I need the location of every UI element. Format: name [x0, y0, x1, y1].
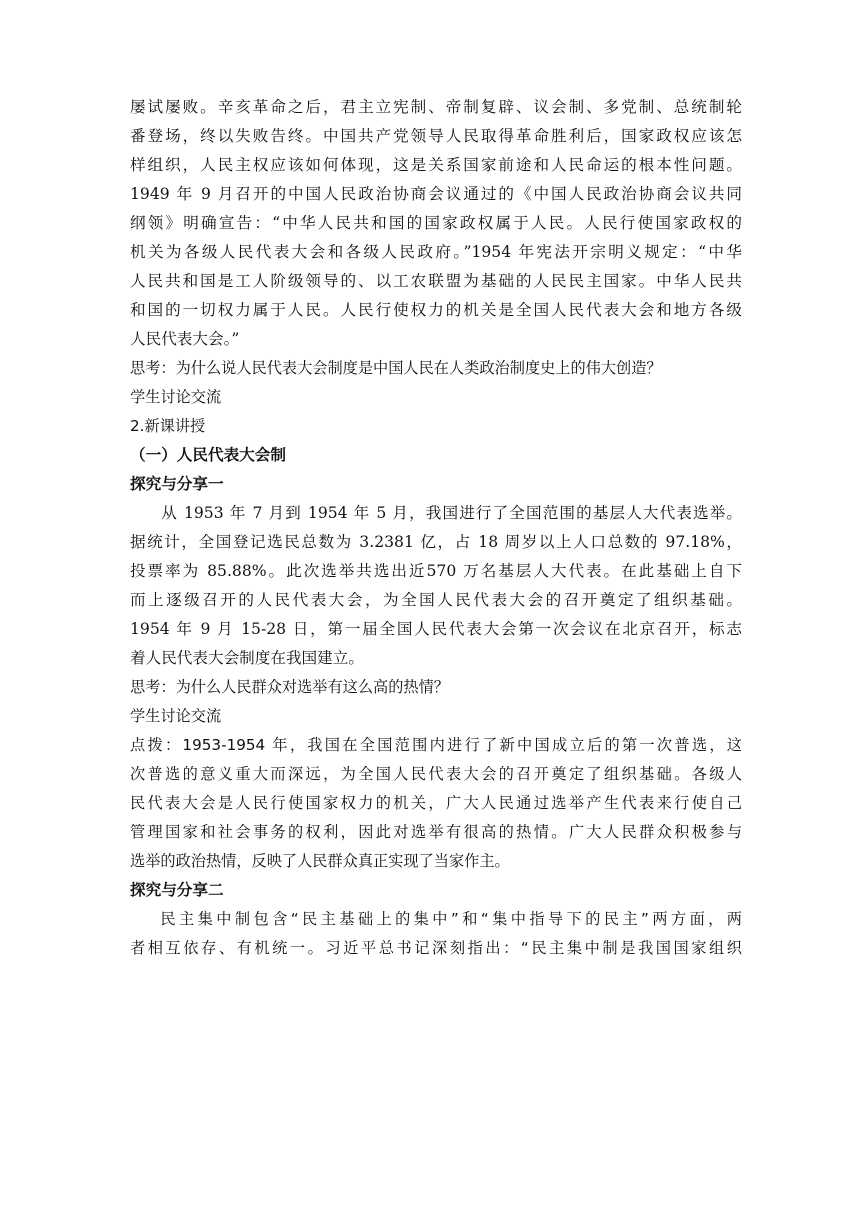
intro-line: 人民代表大会。” — [130, 330, 240, 348]
intro-line: 纲领》明确宣告：“中华人民共和国的国家政权属于人民。人民行使国家政权的 — [130, 214, 742, 232]
intro-line: 番登场，终以失败告终。中国共产党领导人民取得革命胜利后，国家政权应该怎 — [130, 127, 742, 145]
explore-2-line: 民主集中制包含“民主基础上的集中”和“集中指导下的民主”两方面，两 — [160, 910, 742, 928]
explore-share-2-paragraph — [130, 905, 742, 963]
explore-1-line: 而上逐级召开的人民代表大会，为全国人民代表大会的召开奠定了组织基础。 — [130, 591, 742, 609]
guide-line: 选举的政治热情，反映了人民群众真正实现了当家作主。 — [130, 852, 510, 870]
heading-people-congress: （一）人民代表大会制 — [130, 446, 286, 464]
explore-1-line: 着人民代表大会制度在我国建立。 — [130, 649, 364, 667]
explore-1-line: 据统计，全国登记选民总数为 3.2381 亿，占 18 周岁以上人口总数的 97.18%， — [130, 533, 742, 551]
guide-line: 次普选的意义重大而深远，为全国人民代表大会的召开奠定了组织基础。各级人 — [130, 765, 742, 783]
section-new-lesson: 2.新课讲授 — [130, 417, 206, 435]
intro-line: 和国的一切权力属于人民。人民行使权力的机关是全国人民代表大会和地方各级 — [130, 301, 742, 319]
explore-share-1-paragraph — [130, 499, 742, 673]
intro-line: 1949 年 9 月召开的中国人民政治协商会议通过的《中国人民政治协商会议共同 — [130, 185, 742, 203]
student-discussion-2: 学生讨论交流 — [130, 707, 222, 725]
explore-share-2-heading: 探究与分享二 — [130, 881, 224, 899]
explore-share-1-heading: 探究与分享一 — [130, 475, 224, 493]
guide-line: 民代表大会是人民行使国家权力的机关，广大人民通过选举产生代表来行使自己 — [130, 794, 742, 812]
intro-line: 机关为各级人民代表大会和各级人民政府。”1954 年宪法开宗明义规定：“中华 — [130, 243, 742, 261]
intro-paragraph — [130, 93, 742, 354]
think-question-2: 思考：为什么人民群众对选举有这么高的热情？ — [130, 678, 449, 696]
explore-1-line: 投票率为 85.88%。此次选举共选出近570 万名基层人大代表。在此基础上自下 — [130, 562, 742, 580]
document-body — [130, 93, 742, 963]
explore-1-line: 1954 年 9 月 15-28 日，第一届全国人民代表大会第一次会议在北京召开，标志 — [130, 620, 742, 638]
guide-line: 点拨：1953-1954 年，我国在全国范围内进行了新中国成立后的第一次普选，这 — [130, 736, 742, 754]
guide-line: 管理国家和社会事务的权利，因此对选举有很高的热情。广大人民群众积极参与 — [130, 823, 742, 841]
intro-line: 屡试屡败。辛亥革命之后，君主立宪制、帝制复辟、议会制、多党制、总统制轮 — [130, 98, 742, 116]
student-discussion-1: 学生讨论交流 — [130, 388, 222, 406]
guide-paragraph — [130, 731, 742, 876]
explore-2-line: 者相互依存、有机统一。习近平总书记深刻指出：“民主集中制是我国国家组织 — [130, 939, 742, 957]
intro-line: 样组织，人民主权应该如何体现，这是关系国家前途和人民命运的根本性问题。 — [130, 156, 742, 174]
intro-line: 人民共和国是工人阶级领导的、以工农联盟为基础的人民民主国家。中华人民共 — [130, 272, 742, 290]
explore-1-line: 从 1953 年 7 月到 1954 年 5 月，我国进行了全国范围的基层人大代表选举。 — [161, 504, 742, 522]
think-question-1: 思考：为什么说人民代表大会制度是中国人民在人类政治制度史上的伟大创造？ — [130, 359, 662, 377]
